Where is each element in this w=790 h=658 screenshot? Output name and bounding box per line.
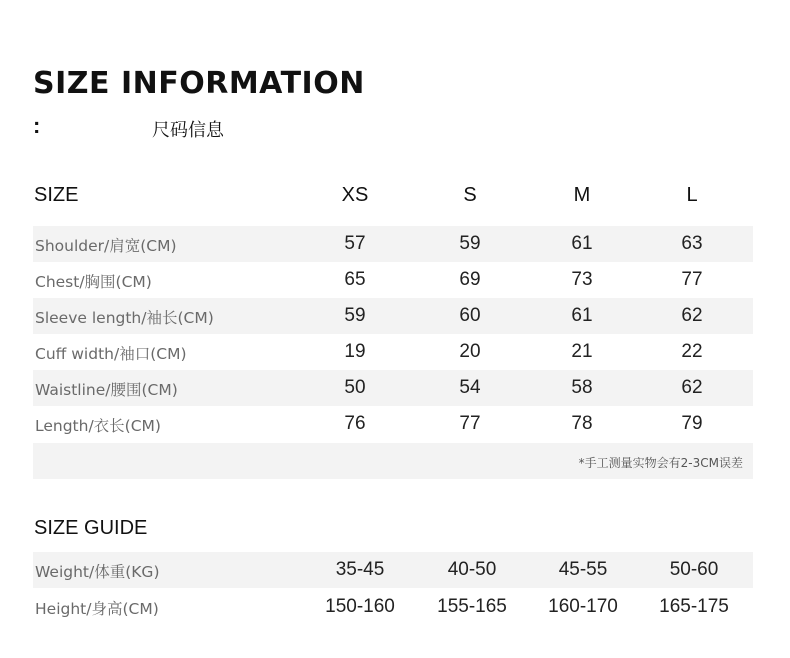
table-cell: 45-55 — [558, 559, 608, 580]
table-row — [33, 370, 753, 406]
table-row — [33, 406, 753, 442]
table-cell: 20 — [459, 341, 481, 362]
table-cell: 19 — [344, 341, 366, 362]
table-cell: 50-60 — [669, 559, 719, 580]
table-row — [33, 226, 753, 262]
table-cell: 63 — [681, 233, 703, 254]
table-cell: 59 — [344, 305, 366, 326]
measurement-note-row — [33, 443, 753, 479]
table-cell: 21 — [571, 341, 593, 362]
table-row — [33, 334, 753, 370]
table-cell: 69 — [459, 269, 481, 290]
table-cell: 160-170 — [548, 596, 618, 617]
table-cell: 73 — [571, 269, 593, 290]
table-cell: 57 — [344, 233, 366, 254]
table-cell: 77 — [459, 413, 481, 434]
size-column-s: S — [463, 184, 477, 206]
table-row — [33, 589, 753, 625]
table-row — [33, 262, 753, 298]
table-cell: 78 — [571, 413, 593, 434]
row-label-chest: Chest/胸围(CM) — [35, 273, 152, 291]
table-cell: 22 — [681, 341, 703, 362]
size-column-xs: XS — [341, 184, 369, 206]
row-label-weight: Weight/体重(KG) — [35, 563, 160, 581]
table-cell: 62 — [681, 305, 703, 326]
size-column-m: M — [573, 184, 591, 206]
table-cell: 65 — [344, 269, 366, 290]
table-cell: 40-50 — [447, 559, 497, 580]
table-cell: 77 — [681, 269, 703, 290]
table-cell: 59 — [459, 233, 481, 254]
row-label-sleeve-length: Sleeve length/袖长(CM) — [35, 309, 214, 327]
table-cell: 155-165 — [437, 596, 507, 617]
table-cell: 62 — [681, 377, 703, 398]
table-cell: 61 — [571, 305, 593, 326]
table-row — [33, 552, 753, 588]
size-header-label: SIZE — [34, 184, 79, 206]
row-label-shoulder: Shoulder/肩宽(CM) — [35, 237, 177, 255]
table-cell: 60 — [459, 305, 481, 326]
row-label-length: Length/衣长(CM) — [35, 417, 161, 435]
table-cell: 79 — [681, 413, 703, 434]
table-cell: 35-45 — [335, 559, 385, 580]
size-information-subtitle: 尺码信息 — [152, 120, 224, 141]
size-information-title: SIZE INFORMATION — [33, 66, 365, 101]
table-cell: 54 — [459, 377, 481, 398]
size-column-l: L — [686, 184, 698, 206]
subtitle-bullet: : — [33, 113, 41, 138]
row-label-height: Height/身高(CM) — [35, 600, 159, 618]
row-label-waistline: Waistline/腰围(CM) — [35, 381, 178, 399]
size-guide-title: SIZE GUIDE — [34, 517, 148, 539]
table-row — [33, 298, 753, 334]
table-cell: 61 — [571, 233, 593, 254]
table-cell: 150-160 — [325, 596, 395, 617]
row-label-cuff-width: Cuff width/袖口(CM) — [35, 345, 187, 363]
table-cell: 165-175 — [659, 596, 729, 617]
table-cell: 58 — [571, 377, 593, 398]
table-cell: 76 — [344, 413, 366, 434]
measurement-note: *手工测量实物会有2-3CM误差 — [578, 456, 743, 470]
table-cell: 50 — [344, 377, 366, 398]
